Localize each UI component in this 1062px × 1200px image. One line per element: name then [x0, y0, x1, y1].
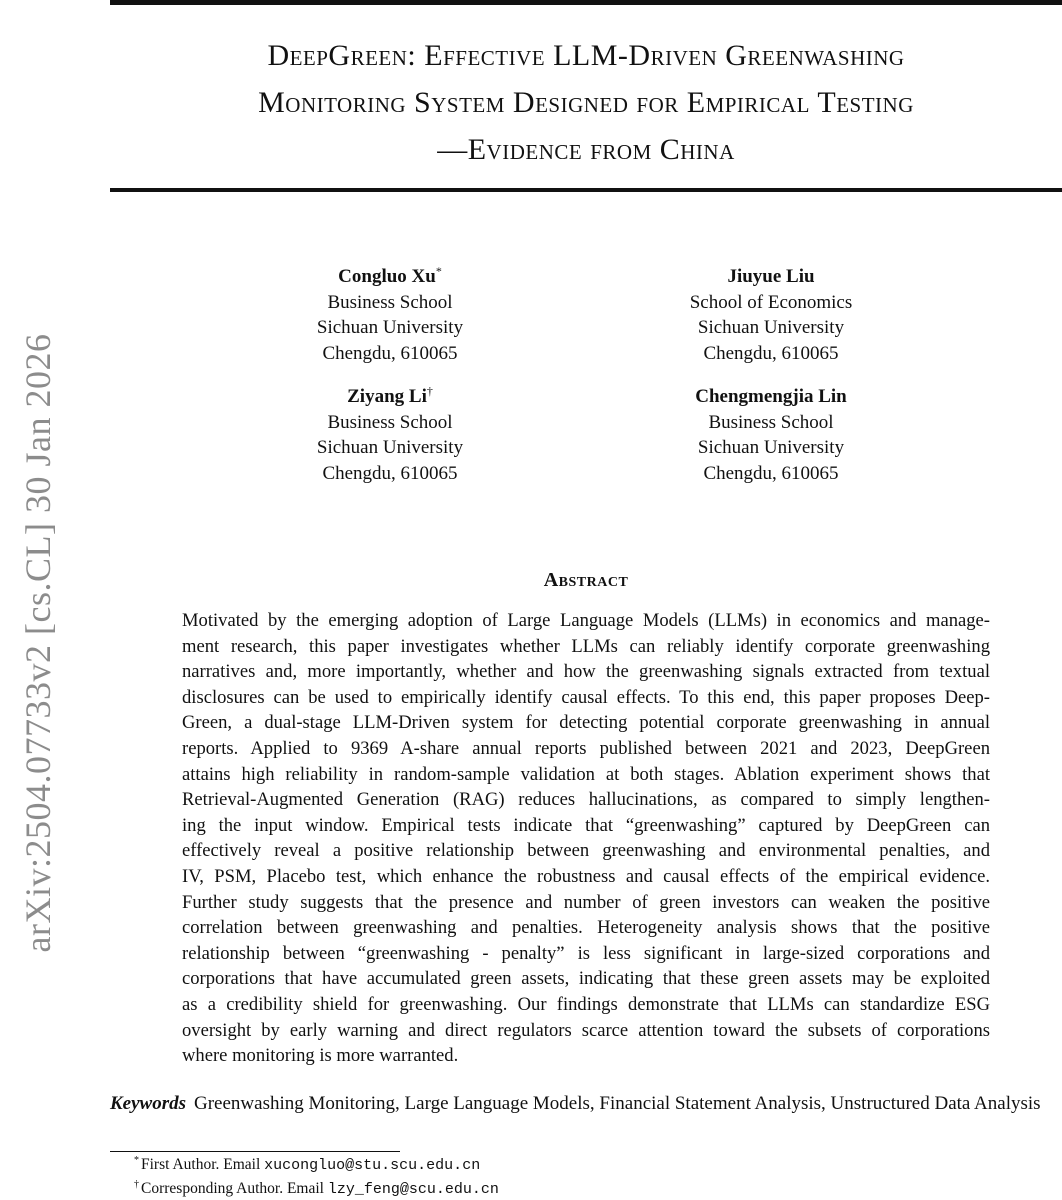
title-line: Monitoring System Designed for Empirical Testing — [258, 86, 914, 119]
abstract-line: effectively reveal a positive relationship between greenwashing and environmental penalties, and — [182, 840, 990, 862]
footnote-email: lzy_feng@scu.edu.cn — [327, 1181, 499, 1198]
footnote-mark: † — [134, 1179, 139, 1190]
author-name: Congluo Xu* — [338, 264, 442, 287]
author-city: Chengdu, 610065 — [322, 462, 458, 484]
author-name: Chengmengjia Lin — [695, 386, 847, 407]
author-university: Sichuan University — [316, 437, 464, 458]
arxiv-identifier: arXiv:2504.07733v2 [cs.CL] 30 Jan 2026 — [18, 333, 58, 953]
abstract-line: relationship between “greenwashing - penalty” is less significant in large-sized corporations and — [182, 942, 990, 964]
top-rule — [110, 0, 1062, 5]
abstract-line: oversight by early warning and direct regulators scarce attention toward the subsets of corporations — [182, 1019, 990, 1041]
footnote-text: Corresponding Author. Email — [141, 1180, 328, 1197]
author-university: Sichuan University — [697, 317, 845, 338]
author-block — [631, 264, 911, 366]
abstract-line: Motivated by the emerging adoption of Large Language Models (LLMs) in economics and manage- — [182, 610, 990, 631]
abstract-line: ing the input window. Empirical tests indicate that “greenwashing” captured by DeepGreen can — [182, 814, 990, 836]
title-line: DeepGreen: Effective LLM-Driven Greenwashing — [267, 39, 905, 72]
abstract-line: attains high reliability in random-sample validation at both stages. Ablation experiment shows that — [182, 763, 990, 785]
footnote-email: xucongluo@stu.scu.edu.cn — [264, 1157, 481, 1174]
footnote — [134, 1155, 480, 1176]
abstract-line: as a credibility shield for greenwashing. Our findings demonstrate that LLMs can standardize ESG — [182, 993, 990, 1015]
author-city: Chengdu, 610065 — [322, 342, 458, 364]
abstract-line: Green, a dual-stage LLM-Driven system for detecting potential corporate greenwashing in annual — [182, 712, 990, 734]
keywords-label: Keywords — [110, 1093, 186, 1114]
keywords-text: Greenwashing Monitoring, Large Language Models, Financial Statement Analysis, Unstructured Data Analysis — [194, 1093, 1041, 1114]
title-line: —Evidence from China — [437, 133, 735, 166]
author-city: Chengdu, 610065 — [703, 462, 839, 484]
abstract-body — [182, 608, 990, 1069]
footnote-rule — [110, 1151, 400, 1152]
abstract-line: Retrieval-Augmented Generation (RAG) reduces hallucinations, as compared to simply lengthen- — [182, 789, 990, 811]
author-footnote-mark: † — [426, 384, 433, 398]
author-block — [250, 264, 530, 366]
author-name: Jiuyue Liu — [727, 266, 815, 287]
abstract-line: ment research, this paper investigates whether LLMs can reliably identify corporate greenwashing — [182, 635, 990, 657]
author-block — [250, 384, 530, 486]
abstract-line: where monitoring is more warranted. — [182, 1045, 459, 1067]
author-affiliation: Business School — [327, 291, 453, 313]
keywords — [110, 1091, 1050, 1117]
footnote — [134, 1179, 499, 1200]
author-footnote-mark: * — [435, 264, 442, 278]
abstract-line: Further study suggests that the presence and number of green investors can weaken the positive — [182, 891, 990, 913]
author-affiliation: School of Economics — [689, 291, 853, 313]
title-bottom-rule — [110, 188, 1062, 192]
footnote-mark: * — [134, 1155, 139, 1166]
abstract-line: disclosures can be used to empirically identify causal effects. To this end, this paper proposes Deep- — [182, 686, 990, 708]
paper-title — [110, 32, 1062, 173]
author-city: Chengdu, 610065 — [703, 342, 839, 364]
abstract-line: corporations that have accumulated green assets, indicating that these green assets may be exploited — [182, 968, 990, 990]
abstract-heading: Abstract — [543, 569, 629, 591]
author-name: Ziyang Li† — [347, 384, 433, 407]
abstract-line: reports. Applied to 9369 A-share annual reports published between 2021 and 2023, DeepGreen — [182, 737, 990, 759]
abstract-line: IV, PSM, Placebo test, which enhance the robustness and causal effects of the empirical evidence. — [182, 865, 990, 887]
abstract-line: narratives and, more importantly, whether and how the greenwashing signals extracted from textual — [182, 661, 990, 683]
abstract-line: correlation between greenwashing and penalties. Heterogeneity analysis shows that the positive — [182, 917, 990, 939]
author-affiliation: Business School — [327, 411, 453, 433]
author-block — [631, 384, 911, 486]
footnote-text: First Author. Email — [141, 1156, 265, 1173]
author-affiliation: Business School — [708, 411, 834, 433]
author-university: Sichuan University — [316, 317, 464, 338]
author-university: Sichuan University — [697, 437, 845, 458]
